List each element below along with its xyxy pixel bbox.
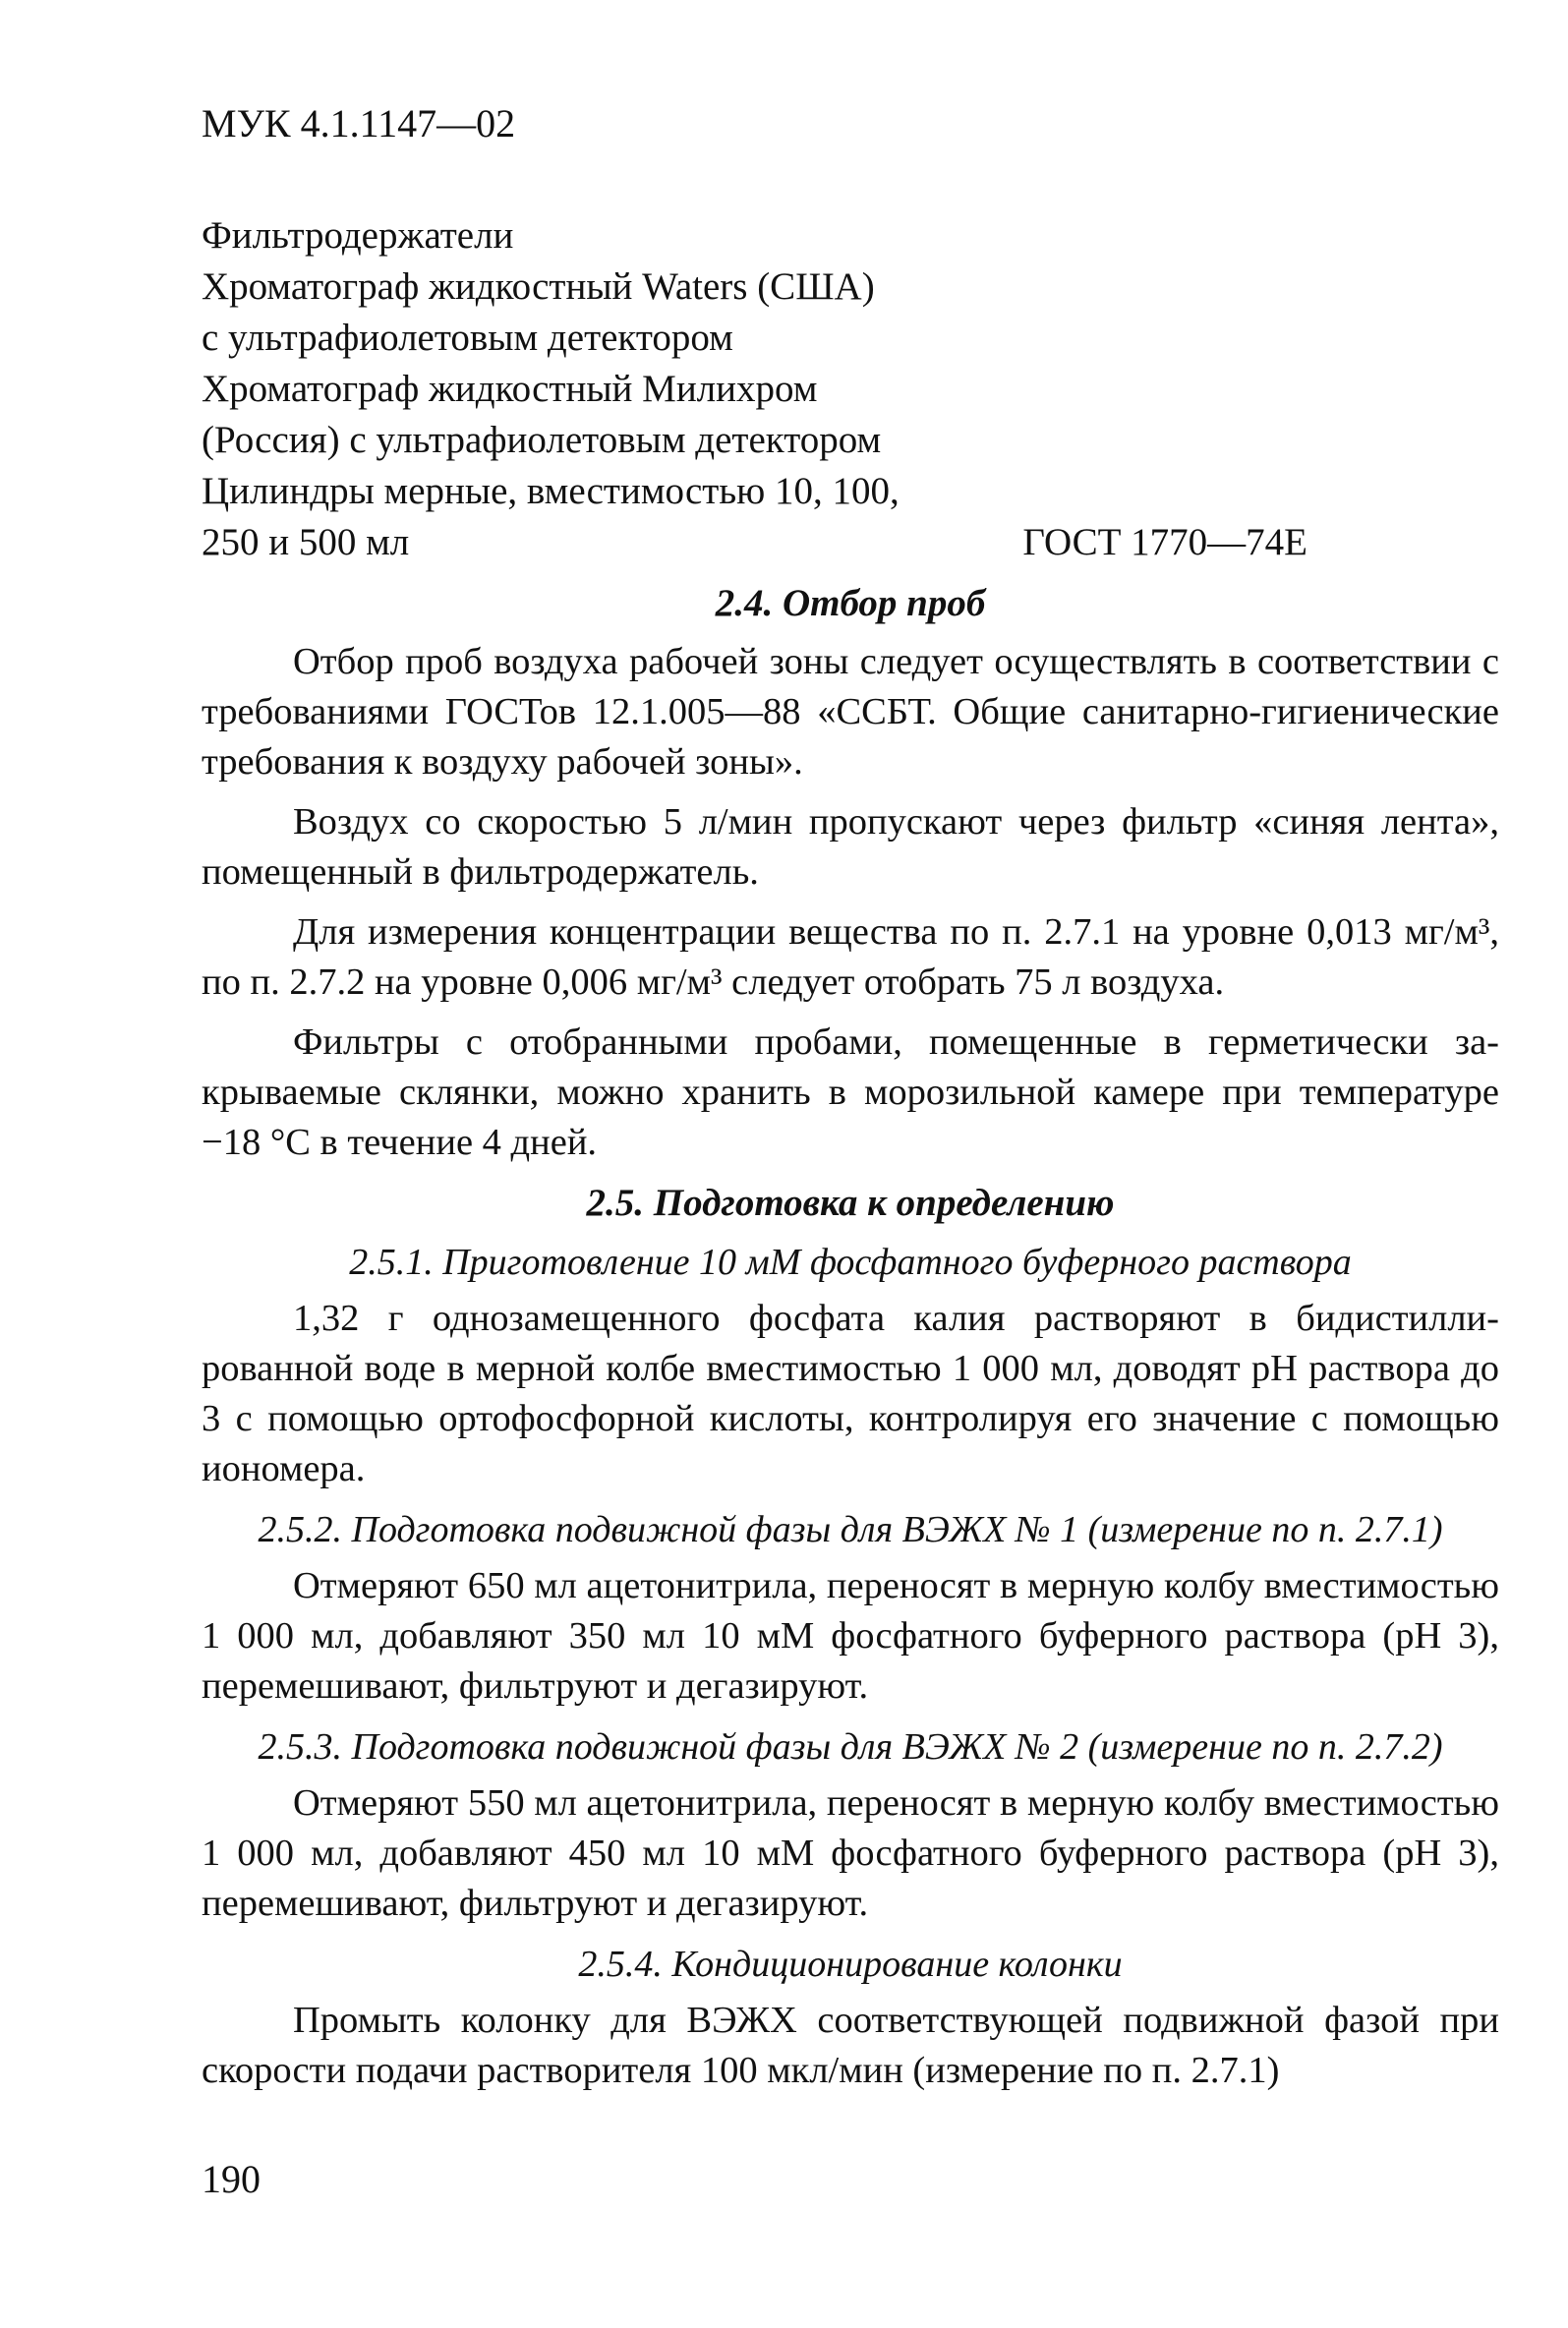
equipment-standard: [1307, 262, 1499, 364]
section-title-preparation: 2.5. Подготовка к определению: [586, 1182, 1115, 1224]
paragraph: Промыть колонку для ВЭЖХ соответствующей подвижной фазой при скорости подачи растворителя 100 мкл/мин (измерение по п. 2.7.1): [202, 2000, 1499, 2091]
equipment-standard: [1307, 210, 1499, 262]
equipment-name: Цилиндры мерные, вместимостью 10, 100, 250 и 500 мл: [202, 470, 900, 563]
equipment-name: Хроматограф жидкостный Милихром (Россия) с ультрафиолетовым детектором: [202, 368, 882, 461]
equipment-item: [202, 466, 1499, 568]
equipment-standard: [1307, 364, 1499, 466]
equipment-item: [202, 262, 1499, 364]
document-code-header: МУК 4.1.1147—02: [202, 101, 516, 146]
equipment-list: [202, 210, 1499, 568]
subsection-title: 2.5.4. Кондиционирование колонки: [578, 1944, 1123, 1985]
paragraph: Воздух со скоростью 5 л/мин пропускают через фильтр «синяя лента», помещенный в фильтродержатель.: [202, 801, 1499, 893]
subsection-title: 2.5.3. Подготовка подвижной фазы для ВЭЖХ № 2 (измерение по п. 2.7.2): [258, 1726, 1443, 1768]
equipment-item: [202, 210, 1499, 262]
document-page: [202, 98, 1499, 2106]
paragraph: Отмеряют 550 мл ацетонитрила, переносят в мерную колбу вместимостью 1 000 мл, добавляют 450 мл 10 мМ фосфатного буферного раствора (рН 3), перемешивают, фильтруют и дегазируют.: [202, 1782, 1499, 1924]
subsection-title: 2.5.2. Подготовка подвижной фазы для ВЭЖХ № 1 (измерение по п. 2.7.1): [258, 1509, 1443, 1550]
equipment-standard: ГОСТ 1770—74Е: [1022, 521, 1307, 563]
paragraph: Отмеряют 650 мл ацетонитрила, переносят в мерную колбу вместимостью 1 000 мл, добавляют 350 мл 10 мМ фосфатного буферного раствора (рН 3), перемешивают, фильтруют и дегазируют.: [202, 1565, 1499, 1707]
paragraph: Фильтры с отобранными пробами, помещенные в герметически закрываемые склянки, можно хранить в морозильной камере при температуре −18 °С в течение 4 дней.: [202, 1021, 1499, 1163]
equipment-name: Хроматограф жидкостный Waters (США) с ультрафиолетовым детектором: [202, 265, 875, 359]
paragraph: Для измерения концентрации вещества по п. 2.7.1 на уровне 0,013 мг/м³, по п. 2.7.2 на уровне 0,006 мг/м³ следует отобрать 75 л воздуха.: [202, 911, 1499, 1003]
page-number: 190: [202, 2157, 261, 2201]
subsection-title: 2.5.1. Приготовление 10 мМ фосфатного буферного раствора: [349, 1242, 1352, 1283]
section-title-sampling: 2.4. Отбор проб: [715, 582, 986, 624]
paragraph: Отбор проб воздуха рабочей зоны следует осуществлять в соответствии с требованиями ГОСТов 12.1.005—88 «ССБТ. Общие санитарно-гигиенические требования к воздуху рабочей зоны».: [202, 641, 1499, 783]
paragraph: 1,32 г однозамещенного фосфата калия растворяют в бидистиллированной воде в мерной колбе вместимостью 1 000 мл, доводят рН раствора до 3 с помощью ортофосфорной кислоты, контролируя его значение с помощью иономера.: [202, 1298, 1499, 1489]
equipment-item: [202, 364, 1499, 466]
equipment-name: Фильтродержатели: [202, 214, 514, 257]
